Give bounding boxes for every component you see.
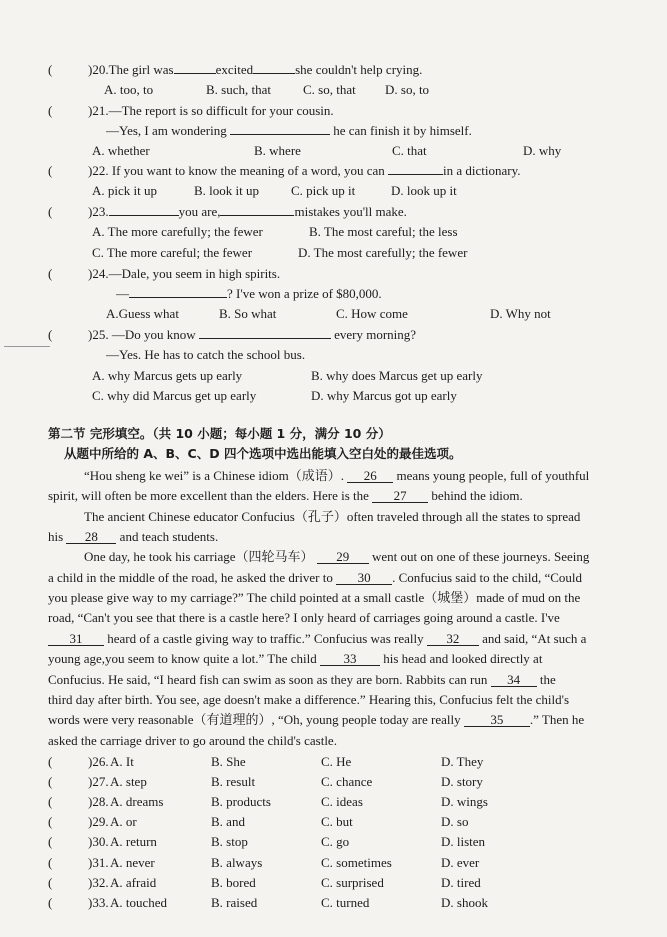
option: C. The more careful; the fewer	[92, 245, 253, 260]
cloze-option: D. shook	[441, 894, 488, 910]
option: A. whether	[92, 143, 150, 158]
option: C. that	[392, 143, 427, 158]
option: B. look it up	[194, 183, 260, 198]
passage-line: spirit, will often be more excellent than the elders. Here is the 27 behind the idiom.	[48, 488, 523, 503]
cloze-option: C. turned	[321, 894, 370, 910]
option: B. The most careful; the less	[309, 224, 458, 239]
cloze-option: A. afraid	[110, 874, 157, 890]
cloze-option: A. It	[110, 754, 134, 769]
question-25: )25. —Do you know every morning?	[88, 327, 417, 342]
cloze-option: D. tired	[441, 874, 481, 890]
question-number: )26.	[88, 754, 109, 769]
section-title: 第二节 完形填空。（共 10 小题；每小题 1 分，满分 10 分）	[48, 426, 391, 441]
option: B. why does Marcus get up early	[311, 368, 483, 383]
option: B. So what	[219, 306, 277, 321]
option: A. too, to	[104, 82, 154, 97]
answer-paren: (	[48, 894, 53, 910]
question-22: )22. If you want to know the meaning of a word, you can in a dictionary.	[88, 163, 521, 178]
question-number: )32.	[88, 874, 109, 890]
option: C. pick up it	[291, 183, 356, 198]
option: D. why	[523, 143, 562, 158]
scan-mark-line	[4, 346, 50, 347]
cloze-option: B. She	[211, 754, 246, 769]
option: D. The most carefully; the fewer	[298, 245, 468, 260]
option: C. why did Marcus get up early	[92, 388, 257, 403]
section-instruction: 从题中所给的 A、B、C、D 四个选项中选出能填入空白处的最佳选项。	[64, 446, 462, 461]
passage-line: Confucius. He said, “I heard fish can swim as soon as they are born. Rabbits can run 34 the	[48, 672, 556, 687]
passage-line: The ancient Chinese educator Confucius（孔子）often traveled through all the states to spread	[84, 509, 581, 524]
answer-paren: (	[48, 103, 53, 118]
answer-paren: (	[48, 62, 53, 77]
passage-line: a child in the middle of the road, he asked the driver to 30 . Confucius said to the child, “Could	[48, 570, 582, 585]
passage-line: road, “Can't you see that there is a castle here? I only heard of carriages going around a castle. I've	[48, 610, 560, 625]
answer-paren: (	[48, 874, 53, 890]
cloze-option: D. story	[441, 774, 483, 790]
passage-line: words were very reasonable（有道理的）, “Oh, young people today are really 35 .” Then he	[48, 712, 585, 727]
option: B. where	[254, 143, 301, 158]
option: B. such, that	[206, 82, 271, 97]
option: D. Why not	[490, 306, 551, 321]
question-number: )33.	[88, 894, 109, 910]
answer-paren: (	[48, 163, 53, 178]
cloze-option: C. but	[321, 814, 353, 830]
cloze-option: C. He	[321, 754, 352, 769]
option: A. pick it up	[92, 183, 157, 198]
cloze-option: A. touched	[110, 894, 168, 910]
answer-paren: (	[48, 754, 53, 769]
question-number: )28.	[88, 794, 109, 810]
cloze-option: A. return	[110, 834, 157, 850]
answer-paren: (	[48, 327, 53, 342]
question-25-reply: —Yes. He has to catch the school bus.	[106, 347, 306, 362]
option: A.Guess what	[106, 306, 179, 321]
answer-paren: (	[48, 774, 53, 790]
answer-paren: (	[48, 266, 53, 281]
question-number: )27.	[88, 774, 109, 790]
question-23: )23. you are, mistakes you'll make.	[88, 204, 407, 219]
cloze-option: A. step	[110, 774, 147, 790]
passage-line: 31 heard of a castle giving way to traffic.” Confucius was really 32 and said, “At such a	[48, 631, 586, 647]
question-21-reply: —Yes, I am wondering he can finish it by himself.	[106, 123, 472, 138]
option: A. The more carefully; the fewer	[92, 224, 263, 239]
question-21: )21.—The report is so difficult for your cousin.	[88, 103, 334, 118]
question-number: )30.	[88, 834, 109, 850]
cloze-option: D. They	[441, 754, 484, 769]
passage-line: young age,you seem to know quite a lot.” The child 33 his head and looked directly at	[48, 651, 543, 666]
cloze-option: C. go	[321, 834, 350, 850]
cloze-option: B. bored	[211, 874, 256, 890]
cloze-option: A. never	[110, 854, 155, 870]
answer-paren: (	[48, 854, 53, 870]
answer-paren: (	[48, 204, 53, 219]
cloze-option: D. ever	[441, 854, 480, 870]
passage-line: “Hou sheng ke wei” is a Chinese idiom（成语）. 26 means young people, full of youthful	[84, 468, 590, 483]
cloze-option: B. and	[211, 814, 245, 830]
cloze-option: A. dreams	[110, 794, 164, 810]
cloze-option: C. ideas	[321, 794, 363, 810]
cloze-option: B. raised	[211, 894, 258, 910]
cloze-option: D. wings	[441, 794, 488, 810]
question-number: )31.	[88, 854, 109, 870]
cloze-option: A. or	[110, 814, 137, 830]
cloze-option: C. chance	[321, 774, 373, 790]
option: C. How come	[336, 306, 408, 321]
cloze-option: C. surprised	[321, 874, 384, 890]
passage-line: One day, he took his carriage（四轮马车） 29 went out on one of these journeys. Seeing	[84, 549, 590, 564]
cloze-option: B. products	[211, 794, 271, 810]
option: D. so, to	[385, 82, 430, 97]
cloze-option: B. result	[211, 774, 256, 790]
passage-line: third day after birth. You see, age doesn't make a difference.” Hearing this, Confucius felt the child's	[48, 692, 570, 707]
option: A. why Marcus gets up early	[92, 368, 243, 383]
answer-paren: (	[48, 794, 53, 810]
question-24-reply: — ? I've won a prize of $80,000.	[116, 286, 382, 301]
cloze-option: D. so	[441, 814, 469, 830]
question-number: )29.	[88, 814, 109, 830]
passage-line: asked the carriage driver to go around the child's castle.	[48, 733, 337, 748]
cloze-option: B. stop	[211, 834, 248, 850]
option: D. why Marcus got up early	[311, 388, 457, 403]
question-20: )20.The girl was excited she couldn't help crying.	[88, 62, 423, 77]
question-24: )24.—Dale, you seem in high spirits.	[88, 266, 281, 281]
option: C. so, that	[303, 82, 356, 97]
passage-line: his 28 and teach students.	[48, 529, 219, 544]
cloze-option: C. sometimes	[321, 854, 392, 870]
answer-paren: (	[48, 814, 53, 830]
cloze-option: D. listen	[441, 834, 486, 850]
answer-paren: (	[48, 834, 53, 850]
cloze-option: B. always	[211, 854, 263, 870]
passage-line: you please give way to my carriage?” The child pointed at a small castle（城堡）made of mud on the	[48, 590, 581, 605]
option: D. look up it	[391, 183, 457, 198]
